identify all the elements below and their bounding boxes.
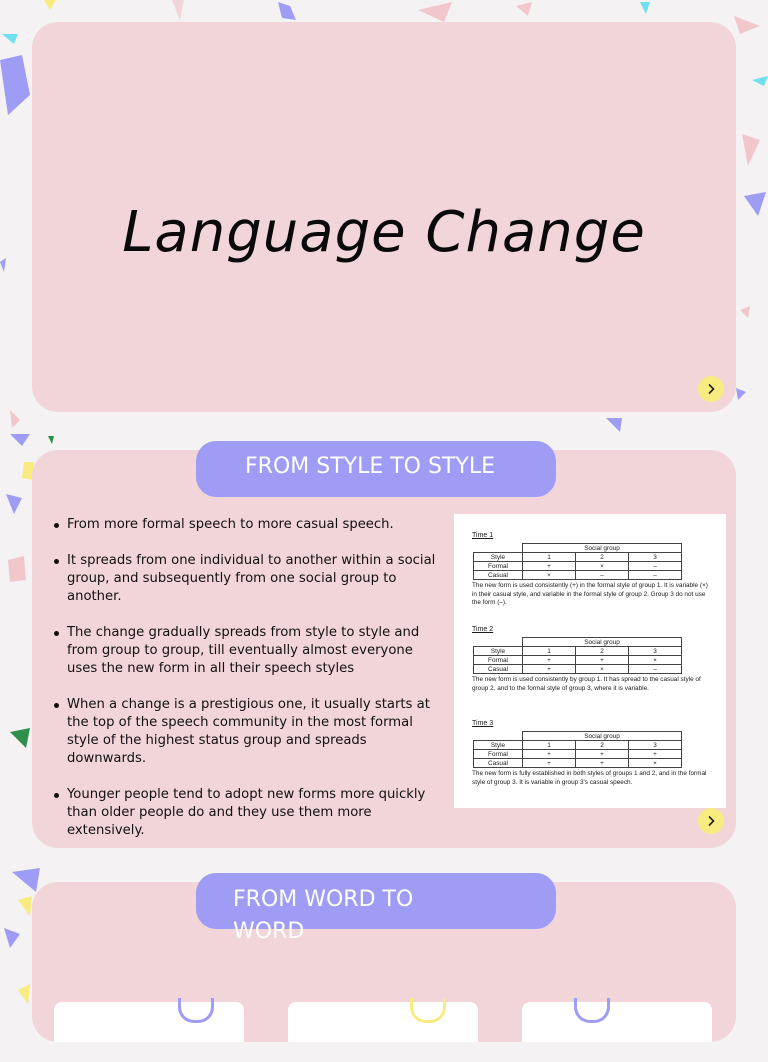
title-slide	[32, 22, 736, 412]
section-heading-pill	[196, 873, 556, 944]
time-caption: The new form is used consistently by group 1. It has spread to the casual style of group 2, and to the formal style of group 3, where it is variable.	[472, 676, 701, 692]
next-slide-button[interactable]	[698, 376, 724, 402]
section-heading: FROM STYLE TO STYLE	[245, 454, 495, 479]
social-group-table	[473, 637, 682, 674]
header-cell: 1	[523, 553, 576, 562]
next-slide-button[interactable]	[698, 808, 724, 834]
time-caption: The new form is fully established in both styles of groups 1 and 2, and in the formal style of group 3. It is variable in group 3's casual speech.	[472, 770, 707, 786]
row-label: Casual	[474, 759, 523, 768]
header-cell: Social group	[523, 544, 682, 553]
bullet-item: From more formal speech to more casual speech.	[52, 516, 442, 534]
chevron-right-icon	[705, 383, 717, 395]
card-row	[32, 1002, 736, 1062]
bullet-item: When a change is a prestigious one, it usually starts at the top of the speech community in the most formal style of the highest status group and spreads downwards.	[52, 696, 442, 768]
slide-title: Language Change	[122, 200, 646, 265]
header-cell: Social group	[523, 638, 682, 647]
header-cell: Style	[474, 553, 523, 562]
header-cell: 3	[629, 741, 682, 750]
bullet-item: The change gradually spreads from style to style and from group to group, till eventually almost everyone uses the new form in all their speech styles	[52, 624, 442, 678]
time-label: Time 3	[472, 720, 494, 727]
arc-decoration	[574, 998, 610, 1023]
cell: –	[629, 571, 682, 580]
social-group-table	[473, 731, 682, 768]
arc-decoration	[410, 998, 446, 1023]
header-cell: 1	[523, 647, 576, 656]
header-cell: 2	[576, 647, 629, 656]
header-cell: 3	[629, 553, 682, 562]
time-label: Time 1	[472, 532, 494, 539]
chevron-right-icon	[705, 815, 717, 827]
cell: +	[576, 750, 629, 759]
bullet-item: It spreads from one individual to another within a social group, and subsequently from one social group to another.	[52, 552, 442, 606]
style-to-style-slide	[32, 450, 736, 848]
header-cell: 3	[629, 647, 682, 656]
cell: –	[629, 562, 682, 571]
cell: +	[576, 759, 629, 768]
cell: +	[523, 562, 576, 571]
cell: ×	[629, 759, 682, 768]
row-label: Formal	[474, 656, 523, 665]
header-cell: 2	[576, 553, 629, 562]
header-cell: Style	[474, 647, 523, 656]
time-block	[472, 532, 712, 608]
row-label: Formal	[474, 750, 523, 759]
cell: ×	[576, 665, 629, 674]
section-heading-pill	[196, 441, 556, 497]
cell: +	[629, 750, 682, 759]
cell: ×	[523, 571, 576, 580]
time-label: Time 2	[472, 626, 494, 633]
header-cell: 2	[576, 741, 629, 750]
cell: +	[576, 656, 629, 665]
language-change-figure	[454, 514, 726, 808]
arc-decoration	[178, 998, 214, 1023]
row-label: Casual	[474, 571, 523, 580]
time-caption: The new form is used consistently (+) in the formal style of group 1. It is variable (×) in their casual style, and variable in the formal style of group 2. Group 3 do not use the form (–).	[472, 582, 708, 607]
time-block	[472, 720, 712, 787]
cell: +	[523, 656, 576, 665]
cell: ×	[576, 562, 629, 571]
bullet-list	[52, 516, 442, 858]
header-cell: Social group	[523, 732, 682, 741]
time-block	[472, 626, 712, 693]
social-group-table	[473, 543, 682, 580]
content-card	[288, 1002, 478, 1042]
cell: –	[576, 571, 629, 580]
content-card	[54, 1002, 244, 1042]
row-label: Casual	[474, 665, 523, 674]
row-label: Formal	[474, 562, 523, 571]
cell: +	[523, 750, 576, 759]
content-card	[522, 1002, 712, 1042]
cell: +	[523, 759, 576, 768]
section-heading: FROM WORD TO WORD	[233, 887, 414, 944]
cell: +	[523, 665, 576, 674]
bullet-item: Younger people tend to adopt new forms more quickly than older people do and they use them more extensively.	[52, 786, 442, 840]
cell: ×	[629, 656, 682, 665]
header-cell: 1	[523, 741, 576, 750]
cell: –	[629, 665, 682, 674]
header-cell: Style	[474, 741, 523, 750]
